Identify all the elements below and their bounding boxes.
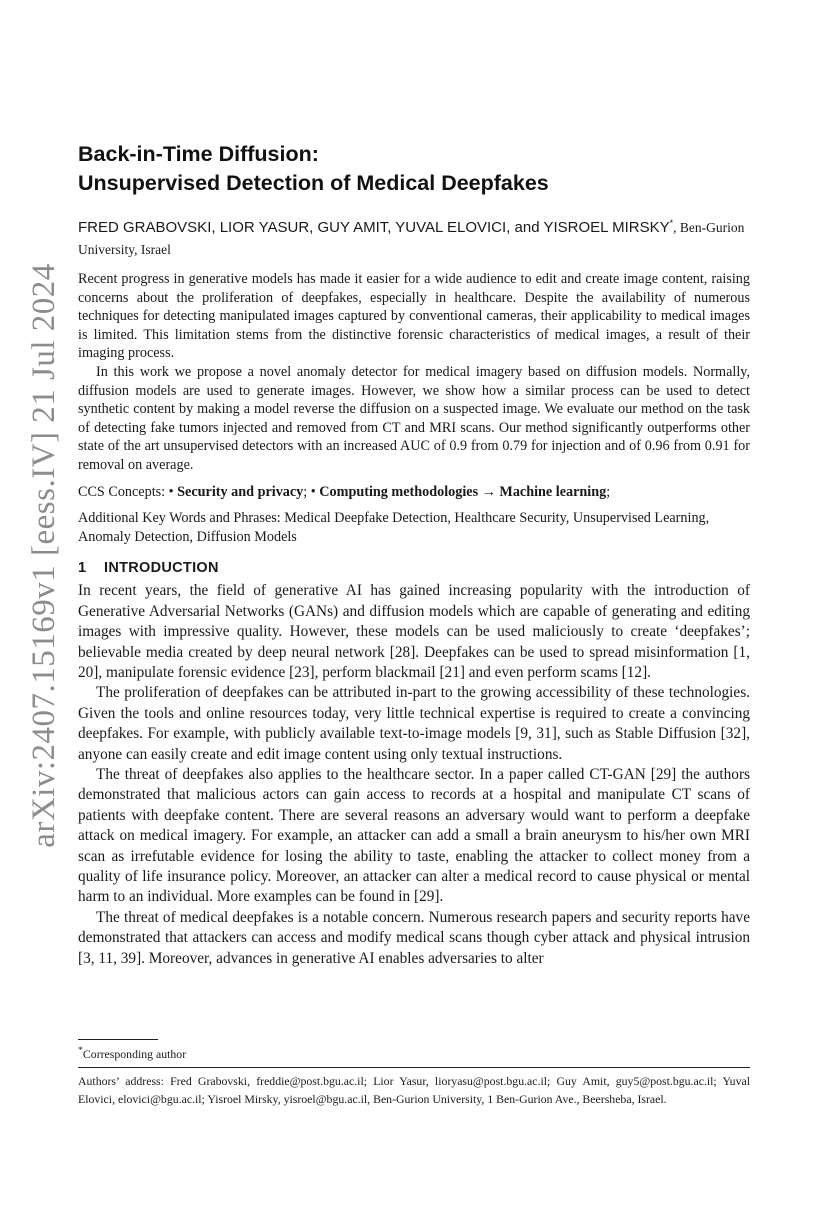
author-names: FRED GRABOVSKI, LIOR YASUR, GUY AMIT, YUVAL ELOVICI, and YISROEL MIRSKY xyxy=(78,219,670,236)
footnote-text: Corresponding author xyxy=(82,1046,187,1061)
ccs-concept-security: Security and privacy xyxy=(177,483,304,500)
intro-paragraph-3: The threat of deepfakes also applies to the healthcare sector. In a paper called CT-GAN [29] the authors demonstrated that malicious actors can gain access to records at a hospital and manipulate CT scans of patients with deepfake content. There are several reasons an adversary would want to perform a deepfake attack on medical imagery. For example, an attacker can add a small a brain aneurysm to his/her own MRI scan as irrefutable evidence for losing the ability to taste, enabling the attacker to collect money from a quality of life insurance policy. Moreover, an attacker can alter a medical record to cause physical or mental harm to an individual. More examples can be found in [29]. xyxy=(78,765,750,906)
abstract xyxy=(78,270,750,475)
author-block xyxy=(78,212,750,261)
keywords: Additional Key Words and Phrases: Medical Deepfake Detection, Healthcare Security, Unsupervised Learning, Anomaly Detection, Diffusion Models xyxy=(78,510,710,545)
arxiv-identifier-text: arXiv:2407.15169v1 [eess.IV] 21 Jul 2024 xyxy=(25,262,62,848)
corresponding-author-marker: * xyxy=(669,218,674,228)
intro-paragraph-2: The proliferation of deepfakes can be attributed in-part to the growing accessibility of these technologies. Given the tools and online resources today, very little technical expertise is required to create a convincing deepfakes. For example, with publicly available text-to-image models [9, 31], such as Stable Diffusion [32], anyone can easily create and edit image content using only textual instructions. xyxy=(78,684,750,763)
intro-paragraph-1: In recent years, the field of generative AI has gained increasing popularity with the introduction of Generative Adversarial Networks (GANs) and diffusion models which are capable of generating and editing images with impressive quality. However, these models can be used maliciously to create ‘deepfakes’; believable media created by deep neural network [28]. Deepfakes can be used to spread misinformation [1, 20], manipulate forensic evidence [23], perform blackmail [21] and even perform scams [12]. xyxy=(78,582,750,681)
intro-paragraph-4: The threat of medical deepfakes is a notable concern. Numerous research papers and security reports have demonstrated that attackers can access and modify medical scans though cyber attack and physical intrusion [3, 11, 39]. Moreover, advances in generative AI enables adversaries to alter xyxy=(78,908,750,967)
paper-title-line-2: Unsupervised Detection of Medical Deepfakes xyxy=(78,171,549,195)
abstract-paragraph-2: In this work we propose a novel anomaly detector for medical imagery based on diffusion models. Normally, diffusion models are used to generate images. However, we show how a similar process can be used to detect synthetic content by making a model reverse the diffusion on a suspected image. We evaluate our method on the task of detecting fake tumors injected and removed from CT and MRI scans. Our method significantly outperforms other state of the art unsupervised detectors with an increased AUC of 0.9 from 0.79 for injection and of 0.96 from 0.91 for removal on average. xyxy=(78,363,750,473)
ccs-bullet-1: • xyxy=(168,483,174,500)
author-affiliation: , Ben-Gurion University, Israel xyxy=(78,220,745,257)
introduction-body xyxy=(78,581,750,969)
ccs-concept-computing: Computing methodologies xyxy=(319,483,479,500)
paper-title xyxy=(78,140,750,198)
arxiv-identifier-stamp xyxy=(22,250,66,860)
authors-address: Authors’ address: Fred Grabovski, freddie@post.bgu.ac.il; Lior Yasur, lioryasu@post.bgu.ac.il; Guy Amit, guy5@post.bgu.ac.il; Yuval Elovici, elovici@bgu.ac.il; Yisroel Mirsky, yisroel@bgu.ac.il, Ben-Gurion University, 1 Ben-Gurion Ave., Beersheba, Israel. xyxy=(78,1074,750,1106)
ccs-end: ; xyxy=(606,483,611,500)
footnote xyxy=(78,1043,186,1062)
abstract-paragraph-1: Recent progress in generative models has made it easier for a wide audience to edit and create image content, raising concerns about the proliferation of deepfakes, especially in healthcare. Despite the availability of numerous techniques for detecting manipulated images captured by conventional cameras, their applicability to medical images is limited. This limitation stems from the distinctive forensic characteristics of medical images, a result of their imaging process. xyxy=(78,271,750,362)
paper-page xyxy=(78,140,750,969)
ccs-concepts xyxy=(78,483,750,502)
footnote-rule xyxy=(78,1039,158,1040)
section-title: INTRODUCTION xyxy=(104,560,219,577)
ccs-separator: ; xyxy=(303,483,308,500)
ccs-arrow: → xyxy=(481,483,496,500)
ccs-label: CCS Concepts: xyxy=(78,483,166,500)
section-number: 1 xyxy=(78,560,87,577)
address-rule xyxy=(78,1067,750,1068)
ccs-bullet-2: • xyxy=(310,483,316,500)
section-heading-introduction xyxy=(78,558,750,578)
paper-title-line-1: Back-in-Time Diffusion: xyxy=(78,142,319,166)
ccs-concept-ml: Machine learning xyxy=(499,483,607,500)
footnote-marker: * xyxy=(78,1045,83,1056)
